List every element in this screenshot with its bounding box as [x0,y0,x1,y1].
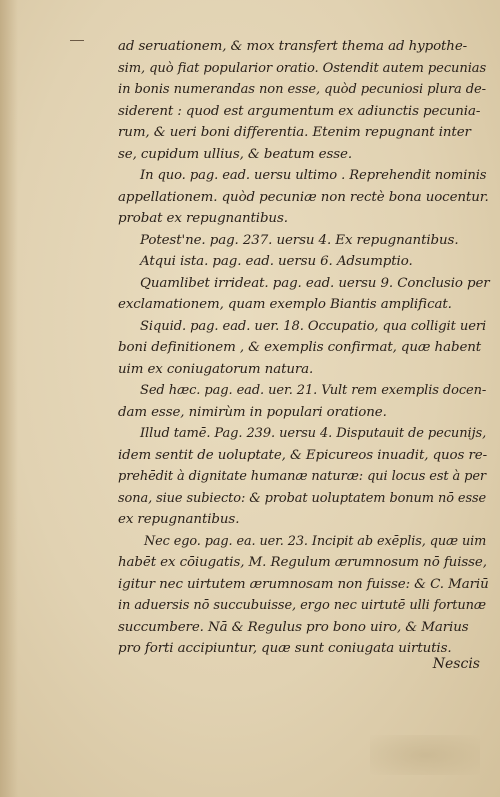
text-line: sim, quò fiat popularior oratio. Ostendit autem pecunias [118,60,487,76]
text-line: appellationem. quòd pecuniæ non rectè bona uocentur. [118,189,489,205]
text-line: pro forti accipiuntur, quæ sunt coniugata uirtutis. [118,641,452,656]
text-line: rum, & ueri boni differentia. Etenim repugnant inter [118,125,471,140]
catchword: Nescis [432,656,480,672]
text-line: dam esse, nimirùm in populari oratione. [118,404,387,420]
text-line: exclamationem, quam exemplo Biantis amplificat. [118,297,452,312]
text-line: siderent : quod est argumentum ex adiunctis pecunia- [118,103,481,119]
text-line: probat ex repugnantibus. [118,211,288,226]
text-line: sona, siue subiecto: & probat uoluptatem bonum nō esse [118,490,487,506]
text-line: Atqui ista. pag. ead. uersu 6. Adsumptio. [140,254,413,269]
text-line: in bonis numerandas non esse, quòd pecuniosi plura de- [118,82,486,97]
text-line: igitur nec uirtutem ærumnosam non fuisse: & C. Mariū [118,576,489,592]
text-line: Sed hæc. pag. ead. uer. 21. Vult rem exemplis docen- [140,383,487,398]
text-line: Potest'ne. pag. 237. uersu 4. Ex repugnantibus. [140,232,459,248]
text-line: se, cupidum ullius, & beatum esse. [118,146,352,162]
text-line: in aduersis nō succubuisse, ergo nec uirtutē ulli fortunæ [118,598,487,613]
text-line: Illud tamē. Pag. 239. uersu 4. Disputauit de pecunijs, [140,426,487,441]
text-line: Siquid. pag. ead. uer. 18. Occupatio, qua colligit ueri [140,318,487,334]
text-line: ex repugnantibus. [118,512,240,527]
body-text [118,36,490,660]
text-line: habēt ex cōiugatis, M. Regulum ærumnosum nō fuisse, [118,555,487,570]
paper-stain [370,735,480,775]
text-line: idem sentit de uoluptate, & Epicureos inuadit, quos re- [118,447,488,463]
text-line: uim ex coniugatorum natura. [118,361,314,377]
margin-mark [70,40,84,41]
text-line: In quo. pag. ead. uersu ultimo . Reprehendit nominis [140,168,487,183]
text-line: boni definitionem , & exemplis confirmat, quæ habent [118,340,482,355]
text-line: succumbere. Nā & Regulus pro bono uiro, & Marius [118,619,469,635]
page-edge-shadow [0,0,18,797]
text-line: prehēdit à dignitate humanæ naturæ: qui locus est à per [118,469,486,484]
text-line: Quamlibet irrideat. pag. ead. uersu 9. Conclusio per [140,275,490,291]
text-line: Nec ego. pag. ea. uer. 23. Incipit ab exēplis, quæ uim [144,533,487,549]
text-line: ad seruationem, & mox transfert thema ad hypothe- [118,39,468,54]
